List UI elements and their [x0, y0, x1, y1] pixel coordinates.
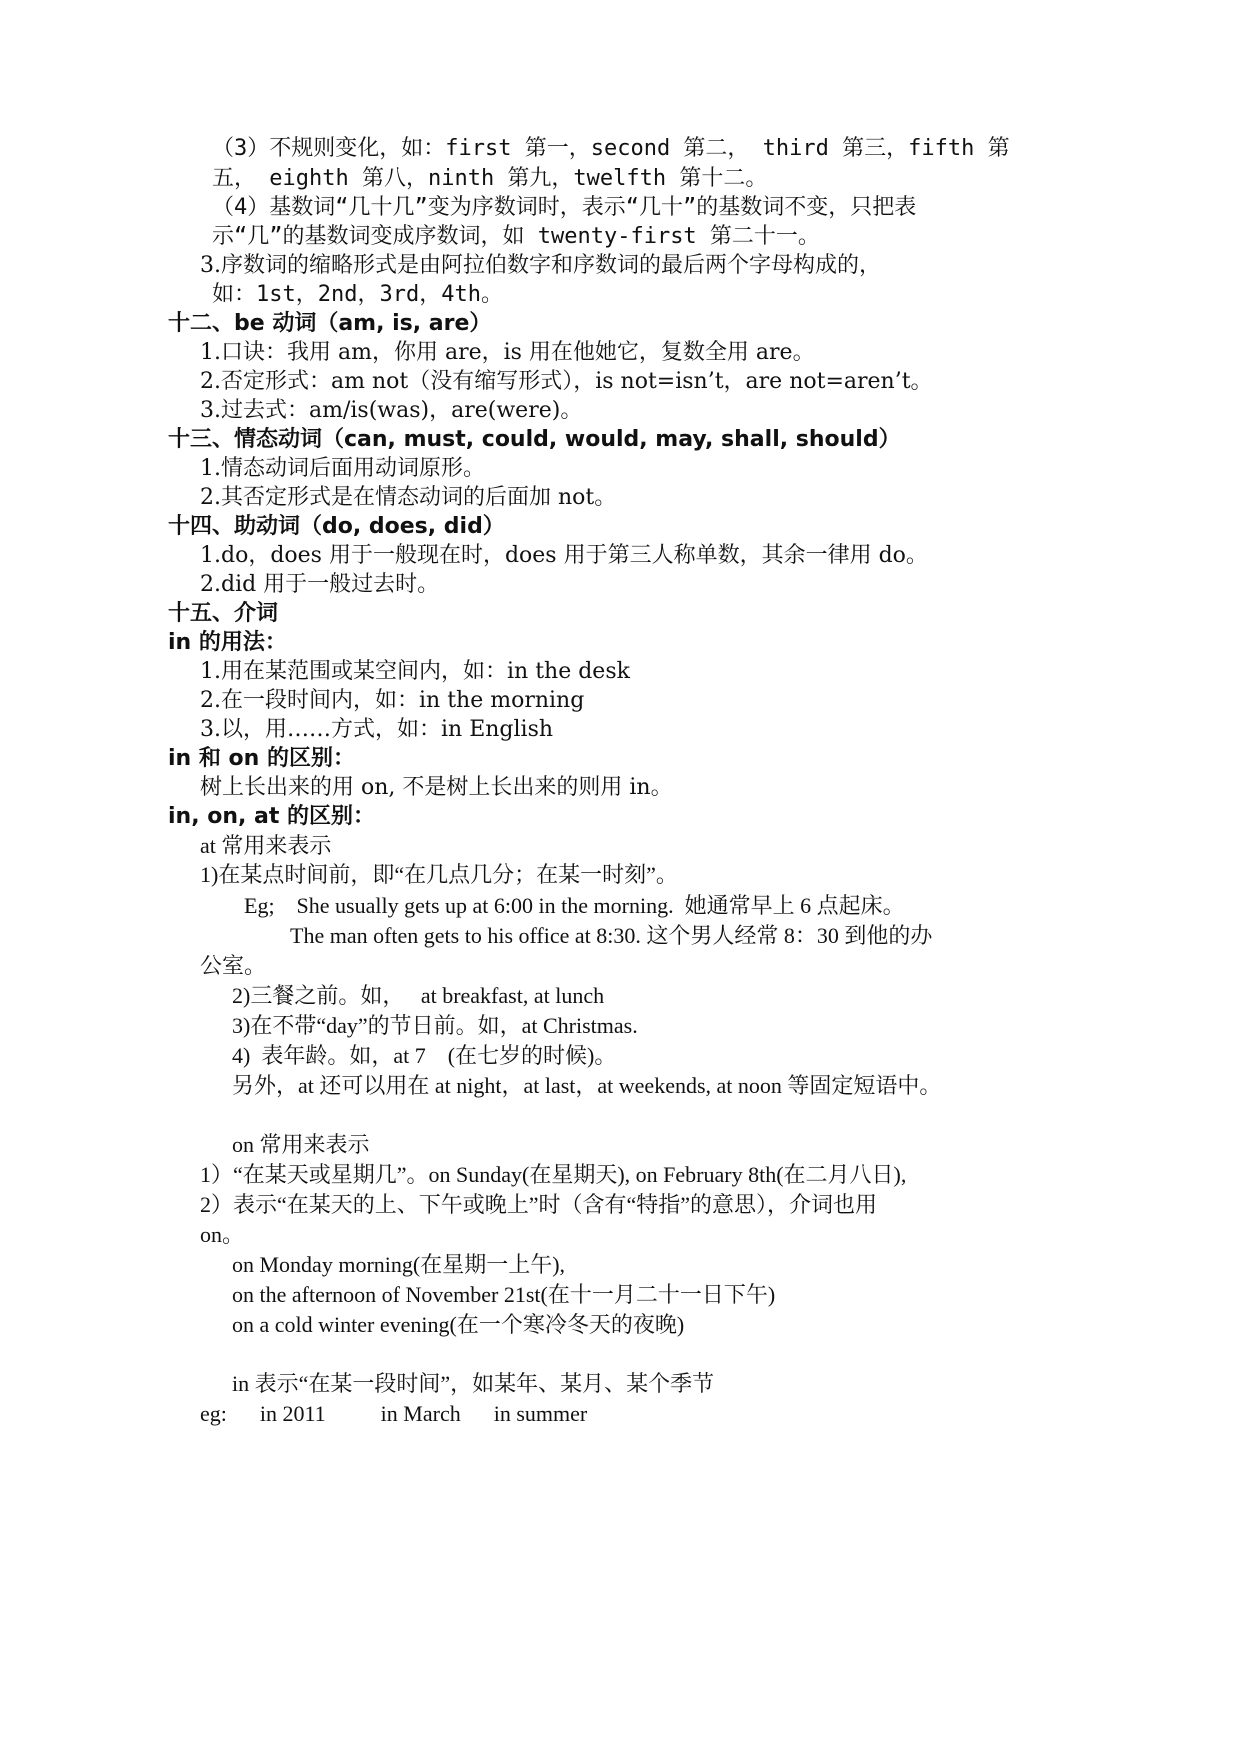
text-line: 2.否定形式：am not（没有缩写形式），is not=isn’t，are not=aren’t。 — [200, 369, 933, 394]
text-line: on 常用来表示 — [232, 1132, 370, 1157]
text-line: 示“几”的基数词变成序数词，如 twenty-first 第二十一。 — [212, 224, 820, 249]
subsection-heading: in, on, at 的区别： — [168, 804, 376, 829]
text-line: on。 — [200, 1222, 245, 1247]
text-line: 1.do，does 用于一般现在时，does 用于第三人称单数，其余一律用 do。 — [200, 543, 928, 568]
text-line: 2.在一段时间内，如：in the morning — [200, 688, 585, 713]
section-heading: 十三、情态动词（can, must, could, would, may, shall, should） — [168, 427, 901, 452]
text-line: 4) 表年龄。如，at 7 (在七岁的时候)。 — [232, 1043, 617, 1068]
text-line: on the afternoon of November 21st(在十一月二十一日下午) — [232, 1282, 776, 1307]
text-line: 1.口诀：我用 am，你用 are，is 用在他她它，复数全用 are。 — [200, 340, 815, 365]
text-line: 1)在某点时间前，即“在几点几分；在某一时刻”。 — [200, 862, 678, 887]
text-line: 1.情态动词后面用动词原形。 — [200, 456, 485, 481]
text-line: 如：1st，2nd，3rd，4th。 — [212, 282, 503, 307]
text-line: 3.以，用……方式，如：in English — [200, 717, 554, 742]
text-line: 1）“在某天或星期几”。on Sunday(在星期天), on February 8th(在二月八日), — [200, 1162, 907, 1187]
text-line: in 表示“在某一段时间”，如某年、某月、某个季节 — [232, 1371, 715, 1396]
text-line: （4）基数词“几十几”变为序数词时，表示“几十”的基数词不变，只把表 — [212, 195, 917, 220]
text-line: 2.did 用于一般过去时。 — [200, 572, 440, 597]
section-heading: 十四、助动词（do, does, did） — [168, 514, 505, 539]
text-line: at 常用来表示 — [200, 833, 332, 858]
text-line: 2)三餐之前。如， at breakfast, at lunch — [232, 983, 605, 1008]
text-line: 公室。 — [200, 953, 267, 978]
text-line: 1.用在某范围或某空间内，如：in the desk — [200, 659, 630, 684]
text-line: 3.过去式：am/is(was)，are(were)。 — [200, 398, 583, 423]
text-line: （3）不规则变化，如：first 第一，second 第二， third 第三，fifth 第 — [212, 136, 1010, 161]
subsection-heading: in 和 on 的区别： — [168, 746, 355, 771]
text-line: 2）表示“在某天的上、下午或晚上”时（含有“特指”的意思），介词也用 — [200, 1192, 878, 1217]
example-line: Eg; She usually gets up at 6:00 in the morning. 她通常早上 6 点起床。 — [244, 893, 905, 918]
text-line: 另外，at 还可以用在 at night，at last，at weekends, at noon 等固定短语中。 — [232, 1073, 942, 1098]
text-line: 五， eighth 第八，ninth 第九，twelfth 第十二。 — [212, 166, 768, 191]
text-line: 树上长出来的用 on, 不是树上长出来的则用 in。 — [200, 775, 673, 800]
example-line: eg: in 2011 in March in summer — [200, 1401, 588, 1426]
example-line: The man often gets to his office at 8:30. 这个男人经常 8：30 到他的办 — [290, 923, 933, 948]
text-line: 3)在不带“day”的节日前。如，at Christmas. — [232, 1013, 638, 1038]
section-heading: 十二、be 动词（am, is, are） — [168, 311, 492, 336]
text-line: on a cold winter evening(在一个寒冷冬天的夜晚) — [232, 1312, 685, 1337]
text-line: on Monday morning(在星期一上午), — [232, 1252, 566, 1277]
section-heading: 十五、介词 — [168, 601, 279, 626]
subsection-heading: in 的用法： — [168, 630, 287, 655]
text-line: 2.其否定形式是在情态动词的后面加 not。 — [200, 485, 617, 510]
text-line: 3.序数词的缩略形式是由阿拉伯数字和序数词的最后两个字母构成的， — [200, 253, 881, 278]
